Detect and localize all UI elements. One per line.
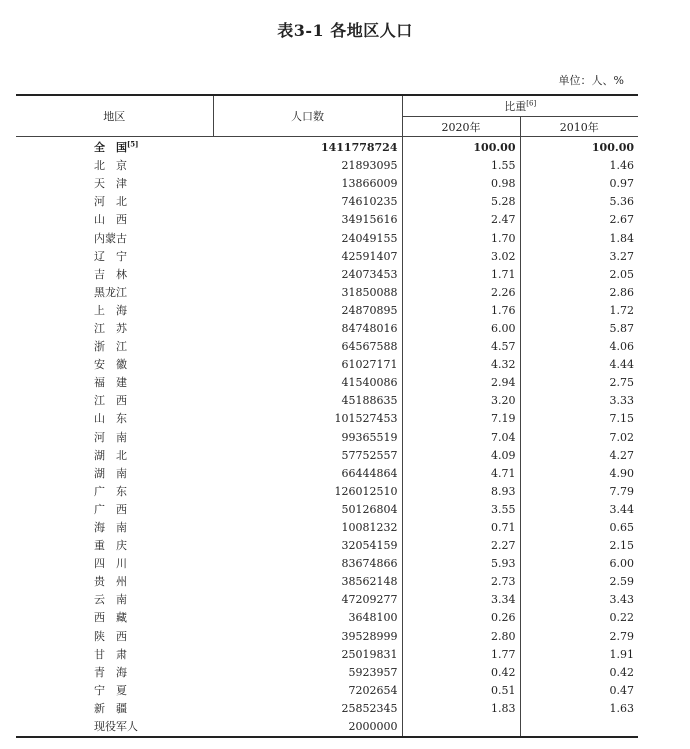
table-row xyxy=(16,338,638,356)
ratio-2020-cell: 3.02 xyxy=(402,248,520,266)
table-row xyxy=(16,537,638,555)
table-row xyxy=(16,718,638,737)
table-row xyxy=(16,573,638,591)
ratio-2010-cell: 7.79 xyxy=(520,483,638,501)
population-cell: 83674866 xyxy=(341,557,398,571)
table-row xyxy=(16,682,638,700)
ratio-2010-cell: 2.75 xyxy=(520,374,638,392)
region-cell xyxy=(16,229,213,247)
region-label: 甘 肃 xyxy=(94,647,127,661)
population-cell: 41540086 xyxy=(341,376,398,390)
region-cell xyxy=(16,338,213,356)
region-cell xyxy=(16,447,213,465)
page-title: 表3-1 各地区人口 xyxy=(277,21,413,40)
population-cell: 126012510 xyxy=(334,484,398,498)
region-label: 全 国 xyxy=(94,141,127,155)
table-row xyxy=(16,646,638,664)
population-cell: 101527453 xyxy=(334,412,398,426)
table-row xyxy=(16,664,638,682)
region-cell xyxy=(16,211,213,229)
population-cell: 47209277 xyxy=(341,593,398,607)
population-cell: 24073453 xyxy=(341,267,398,281)
ratio-2010-cell: 0.42 xyxy=(520,664,638,682)
ratio-2010-cell: 3.33 xyxy=(520,392,638,410)
table-row xyxy=(16,248,638,266)
region-cell xyxy=(16,266,213,284)
region-cell xyxy=(16,193,213,211)
ratio-2020-cell: 0.51 xyxy=(402,682,520,700)
ratio-2010-cell: 2.79 xyxy=(520,628,638,646)
population-cell: 66444864 xyxy=(341,466,398,480)
population-cell: 24049155 xyxy=(341,231,398,245)
region-cell xyxy=(16,573,213,591)
ratio-2010-cell: 5.87 xyxy=(520,320,638,338)
region-label: 新 疆 xyxy=(94,701,127,715)
region-cell xyxy=(16,483,213,501)
population-cell: 84748016 xyxy=(341,321,398,335)
ratio-2020-cell: 1.76 xyxy=(402,302,520,320)
table-row xyxy=(16,447,638,465)
ratio-2020-cell: 2.27 xyxy=(402,537,520,555)
region-cell xyxy=(16,501,213,519)
table-row xyxy=(16,229,638,247)
ratio-2020-cell: 3.20 xyxy=(402,392,520,410)
region-cell xyxy=(16,302,213,320)
ratio-2010-cell: 3.43 xyxy=(520,591,638,609)
table-row xyxy=(16,628,638,646)
region-label: 河 北 xyxy=(94,195,127,209)
region-label: 湖 南 xyxy=(94,466,127,480)
table-row xyxy=(16,609,638,627)
ratio-2010-cell: 6.00 xyxy=(520,555,638,573)
region-label: 福 建 xyxy=(94,376,127,390)
region-cell xyxy=(16,175,213,193)
region-label: 海 南 xyxy=(94,521,127,535)
ratio-2010-cell: 2.59 xyxy=(520,573,638,591)
region-cell xyxy=(16,284,213,302)
region-label: 河 南 xyxy=(94,430,127,444)
ratio-2020-cell: 1.83 xyxy=(402,700,520,718)
population-cell: 74610235 xyxy=(341,195,398,209)
ratio-2010-cell: 1.91 xyxy=(520,646,638,664)
table-row xyxy=(16,374,638,392)
ratio-2010-cell: 3.44 xyxy=(520,501,638,519)
region-cell xyxy=(16,410,213,428)
ratio-2020-cell: 1.71 xyxy=(402,266,520,284)
region-cell xyxy=(16,429,213,447)
ratio-2020-cell: 2.94 xyxy=(402,374,520,392)
population-cell: 31850088 xyxy=(341,285,398,299)
header-ratio xyxy=(402,95,638,117)
region-label: 广 东 xyxy=(94,484,127,498)
ratio-2010-cell xyxy=(520,718,638,737)
ratio-2010-cell: 100.00 xyxy=(520,137,638,158)
ratio-2010-cell: 1.72 xyxy=(520,302,638,320)
table-body xyxy=(16,137,638,738)
region-label: 云 南 xyxy=(94,593,127,607)
ratio-2010-cell: 0.22 xyxy=(520,609,638,627)
ratio-2010-cell: 1.63 xyxy=(520,700,638,718)
ratio-2010-cell: 2.05 xyxy=(520,266,638,284)
ratio-2010-cell: 5.36 xyxy=(520,193,638,211)
ratio-2020-cell: 2.73 xyxy=(402,573,520,591)
region-label: 陕 西 xyxy=(94,629,127,643)
region-label: 天 津 xyxy=(94,177,127,191)
ratio-2020-cell: 5.28 xyxy=(402,193,520,211)
ratio-2020-cell: 0.98 xyxy=(402,175,520,193)
ratio-2020-cell: 4.57 xyxy=(402,338,520,356)
ratio-2010-cell: 0.65 xyxy=(520,519,638,537)
region-label: 安 徽 xyxy=(94,358,127,372)
region-label: 江 苏 xyxy=(94,321,127,335)
ratio-2010-cell: 3.27 xyxy=(520,248,638,266)
ratio-2020-cell: 3.34 xyxy=(402,591,520,609)
population-cell: 57752557 xyxy=(341,448,398,462)
table-row xyxy=(16,175,638,193)
region-label: 黑龙江 xyxy=(94,285,127,299)
region-label: 辽 宁 xyxy=(94,249,127,263)
population-cell: 5923957 xyxy=(348,665,398,679)
table-row xyxy=(16,429,638,447)
ratio-2010-cell: 2.67 xyxy=(520,211,638,229)
ratio-2010-cell: 1.46 xyxy=(520,157,638,175)
region-label: 现役军人 xyxy=(94,720,138,734)
region-label: 重 庆 xyxy=(94,539,127,553)
table-row xyxy=(16,193,638,211)
population-cell: 25019831 xyxy=(341,647,398,661)
table-row xyxy=(16,700,638,718)
region-cell xyxy=(16,392,213,410)
region-cell xyxy=(16,519,213,537)
region-label: 四 川 xyxy=(94,557,127,571)
ratio-2020-cell: 2.80 xyxy=(402,628,520,646)
population-cell: 38562148 xyxy=(341,575,398,589)
population-cell: 39528999 xyxy=(341,629,398,643)
region-label: 广 西 xyxy=(94,502,127,516)
ratio-2010-cell: 4.27 xyxy=(520,447,638,465)
header-ratio-label: 比重 xyxy=(504,100,527,113)
population-cell: 2000000 xyxy=(213,718,402,737)
region-cell xyxy=(16,628,213,646)
region-cell xyxy=(16,609,213,627)
region-label: 青 海 xyxy=(94,665,127,679)
ratio-2020-cell: 3.55 xyxy=(402,501,520,519)
region-cell xyxy=(16,591,213,609)
region-note: [5] xyxy=(127,139,139,149)
region-cell xyxy=(16,356,213,374)
population-cell: 21893095 xyxy=(341,159,398,173)
population-cell: 42591407 xyxy=(341,249,398,263)
ratio-2020-cell: 1.77 xyxy=(402,646,520,664)
region-cell xyxy=(16,718,213,737)
table-row xyxy=(16,302,638,320)
population-cell: 50126804 xyxy=(341,502,398,516)
population-cell: 32054159 xyxy=(341,539,398,553)
ratio-2020-cell: 4.32 xyxy=(402,356,520,374)
header-year-2020: 2020年 xyxy=(402,117,520,137)
region-label: 浙 江 xyxy=(94,340,127,354)
region-cell xyxy=(16,137,213,158)
ratio-2020-cell: 8.93 xyxy=(402,483,520,501)
header-year-2010: 2010年 xyxy=(559,120,599,134)
ratio-2010-cell: 1.84 xyxy=(520,229,638,247)
region-label: 山 西 xyxy=(94,213,127,227)
region-cell xyxy=(16,537,213,555)
region-label: 宁 夏 xyxy=(94,683,127,697)
population-cell: 45188635 xyxy=(341,394,398,408)
header-region: 地区 xyxy=(16,95,213,137)
population-cell: 99365519 xyxy=(341,430,398,444)
ratio-2010-cell: 7.02 xyxy=(520,429,638,447)
ratio-2020-cell: 7.19 xyxy=(402,410,520,428)
ratio-2020-cell: 2.47 xyxy=(402,211,520,229)
population-cell: 34915616 xyxy=(341,213,398,227)
ratio-2010-cell: 4.44 xyxy=(520,356,638,374)
region-cell xyxy=(16,646,213,664)
ratio-2010-cell: 7.15 xyxy=(520,410,638,428)
ratio-2020-cell: 6.00 xyxy=(402,320,520,338)
region-cell xyxy=(16,555,213,573)
table-row xyxy=(16,591,638,609)
region-label: 湖 北 xyxy=(94,448,127,462)
population-cell: 24870895 xyxy=(341,303,398,317)
header-ratio-note: [6] xyxy=(526,99,537,108)
ratio-2020-cell: 1.55 xyxy=(402,157,520,175)
region-cell xyxy=(16,248,213,266)
ratio-2010-cell: 2.15 xyxy=(520,537,638,555)
region-label: 吉 林 xyxy=(94,267,127,281)
population-cell: 25852345 xyxy=(341,701,398,715)
table-row xyxy=(16,137,638,158)
ratio-2020-cell: 7.04 xyxy=(402,429,520,447)
table-row xyxy=(16,519,638,537)
population-cell: 7202654 xyxy=(348,683,398,697)
region-label: 内蒙古 xyxy=(94,231,127,245)
population-cell: 1411778724 xyxy=(213,137,402,158)
region-cell xyxy=(16,682,213,700)
population-cell: 61027171 xyxy=(341,358,398,372)
table-row xyxy=(16,266,638,284)
region-label: 上 海 xyxy=(94,303,127,317)
region-cell xyxy=(16,664,213,682)
ratio-2010-cell: 2.86 xyxy=(520,284,638,302)
ratio-2010-cell: 0.97 xyxy=(520,175,638,193)
ratio-2020-cell xyxy=(402,718,520,737)
table-row xyxy=(16,483,638,501)
table-row xyxy=(16,157,638,175)
region-label: 贵 州 xyxy=(94,575,127,589)
ratio-2020-cell: 100.00 xyxy=(402,137,520,158)
ratio-2020-cell: 5.93 xyxy=(402,555,520,573)
table-row xyxy=(16,392,638,410)
region-cell xyxy=(16,320,213,338)
region-cell xyxy=(16,465,213,483)
table-header xyxy=(16,95,638,137)
region-label: 北 京 xyxy=(94,159,127,173)
region-label: 山 东 xyxy=(94,412,127,426)
region-cell xyxy=(16,700,213,718)
header-population: 人口数 xyxy=(213,95,402,137)
ratio-2020-cell: 0.71 xyxy=(402,519,520,537)
ratio-2010-cell: 4.90 xyxy=(520,465,638,483)
ratio-2020-cell: 1.70 xyxy=(402,229,520,247)
table-row xyxy=(16,555,638,573)
ratio-2010-cell: 4.06 xyxy=(520,338,638,356)
population-cell: 3648100 xyxy=(348,611,398,625)
population-cell: 64567588 xyxy=(341,340,398,354)
population-table xyxy=(16,94,638,738)
region-cell xyxy=(16,374,213,392)
region-label: 江 西 xyxy=(94,394,127,408)
ratio-2020-cell: 2.26 xyxy=(402,284,520,302)
table-row xyxy=(16,501,638,519)
unit-label: 单位：人、% xyxy=(558,74,624,87)
ratio-2020-cell: 4.09 xyxy=(402,447,520,465)
table-row xyxy=(16,211,638,229)
region-cell xyxy=(16,157,213,175)
table-row xyxy=(16,465,638,483)
ratio-2020-cell: 0.26 xyxy=(402,609,520,627)
table-row xyxy=(16,320,638,338)
table-row xyxy=(16,410,638,428)
table-row xyxy=(16,356,638,374)
population-cell: 10081232 xyxy=(341,521,398,535)
ratio-2020-cell: 4.71 xyxy=(402,465,520,483)
population-cell: 13866009 xyxy=(341,177,398,191)
ratio-2020-cell: 0.42 xyxy=(402,664,520,682)
region-label: 西 藏 xyxy=(94,611,127,625)
ratio-2010-cell: 0.47 xyxy=(520,682,638,700)
table-row xyxy=(16,284,638,302)
